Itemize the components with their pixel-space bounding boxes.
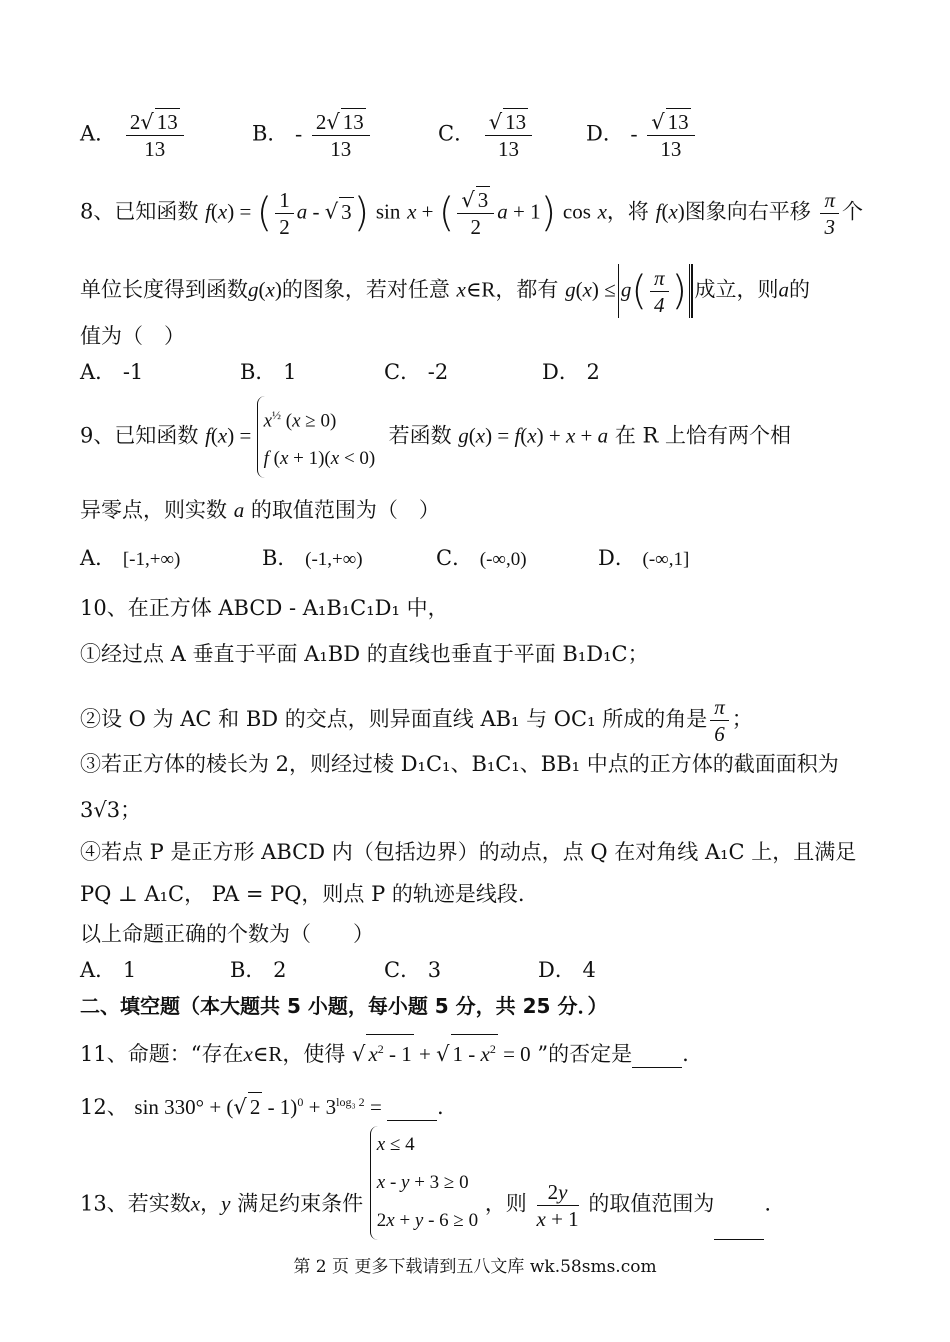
q9-line2: 异零点，则实数 a 的取值范围为（ ） xyxy=(80,498,440,522)
q10-question: 以上命题正确的个数为（ ） xyxy=(80,922,374,946)
q10-option-d: D． 4 xyxy=(538,958,596,982)
q10-line1: 10、在正方体 ABCD - A₁B₁C₁D₁ 中， xyxy=(80,596,449,620)
q9-option-a: A． [-1,+∞) xyxy=(80,546,181,570)
q8-line3: 值为（ ） xyxy=(80,324,185,348)
q12: 12、 sin 330° + (√ $2 - 1)^0 + 3^{log_3 2}$ = . xyxy=(80,1088,444,1121)
q10-option-a: A． 1 xyxy=(80,958,137,982)
q8-option-d: D． 2 xyxy=(542,360,600,384)
q10-option-c: C． 3 xyxy=(384,958,442,982)
q9-option-c: C． (-∞,0) xyxy=(436,546,527,570)
q8-line2: 单位长度得到函数g(x)的图象，若对任意 x∈R，都有 g(x) ≤ g( $\frac{\pi}{4}$ ) 成立，则a的 xyxy=(80,265,811,317)
q8-option-b: B． 1 xyxy=(240,360,297,384)
q8-option-c: C． -2 xyxy=(384,360,449,384)
q8-option-a: A． -1 xyxy=(80,360,144,384)
q10-statement-3-cont: 3√3； xyxy=(80,798,142,822)
section-2-heading: 二、填空题（本大题共 5 小题，每小题 5 分，共 25 分．） xyxy=(80,994,608,1018)
q7-option-b: B． - $\frac{2√ 13}{13}$ xyxy=(252,108,373,162)
q10-statement-4-cont: PQ ⊥ A₁C， PA = PQ，则点 P 的轨迹是线段. xyxy=(80,882,525,906)
q10-statement-3: ③若正方体的棱长为 2，则经过棱 D₁C₁、B₁C₁、BB₁ 中点的正方体的截面面积为 xyxy=(80,752,839,776)
q9-option-b: B． (-1,+∞) xyxy=(262,546,363,570)
q10-statement-1: ①经过点 A 垂直于平面 A₁BD 的直线也垂直于平面 B₁D₁C； xyxy=(80,642,649,666)
q10-statement-4: ④若点 P 是正方形 ABCD 内（包括边界）的动点，点 Q 在对角线 A₁C 上，且满足 xyxy=(80,840,857,864)
q7-option-a: A． $\frac{2√ 13}{13}$ xyxy=(80,108,187,162)
q7-option-c: C． $\frac{√ 13}{13}$ xyxy=(438,108,535,162)
q8-line1: 8、已知函数 f(x) = ( $\frac{1}{2}$ a - √ 3) sin x + ( $\frac{√ 3}{2}$ a + 1) cos x，将 f(x)图象向右平移 $\frac{\pi}{3}$ 个 xyxy=(80,187,863,239)
q13: 13、若实数x，y 满足约束条件 x ≤ 4 x - y + 3 ≥ 0 2x + y - 6 ≥ 0 ，则 $\frac{2y}{x + 1}$ 的取值范围为 . xyxy=(80,1170,771,1240)
page-footer: 第 2 页 更多下载请到五八文库 wk.58sms.com xyxy=(293,1257,657,1277)
q9-option-d: D． (-∞,1] xyxy=(598,546,690,570)
q10-statement-2: ②设 O 为 AC 和 BD 的交点，则异面直线 AB₁ 与 OC₁ 所成的角是 $\frac{\pi}{6}$ ； xyxy=(80,695,753,746)
q10-option-b: B． 2 xyxy=(230,958,287,982)
q9-line1: 9、已知函数 f(x) = $x^{\frac{1}{2}}$ (x ≥ 0) f (x + 1)(x < 0) 若函数 g(x) = f(x) + x + a 在 R 上恰有两个相 xyxy=(80,396,791,478)
q7-option-d: D． - $\frac{√ 13}{13}$ xyxy=(586,108,698,162)
q11: 11、命题：“存在x∈R，使得 √ $x^2 - 1$ + √ $1 - x^2 = 0$ ”的否定是 . xyxy=(80,1034,689,1068)
